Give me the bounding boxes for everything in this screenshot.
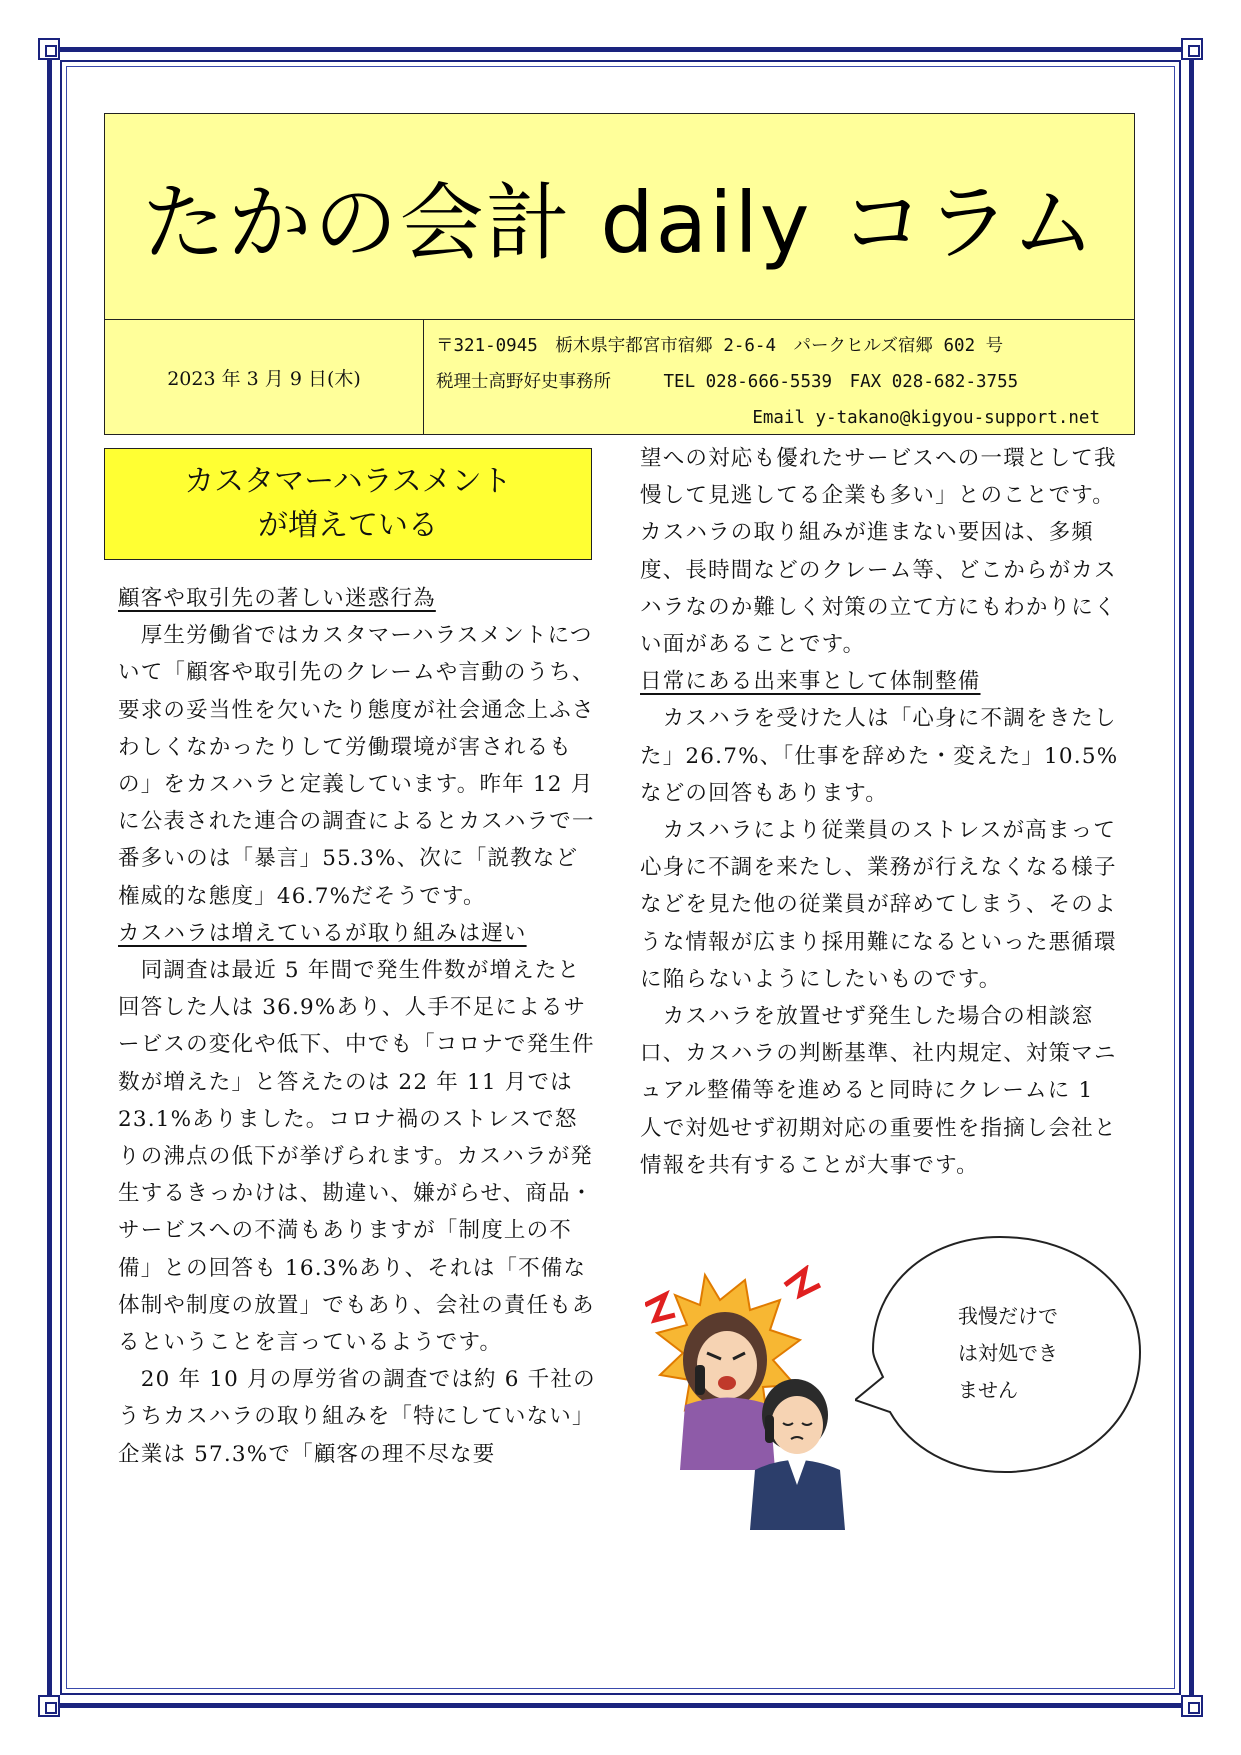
corner-ornament-icon: [1181, 38, 1203, 60]
headline-line-2: が増えている: [258, 508, 438, 543]
title-area: [105, 114, 1134, 320]
issue-date: 2023 年 3 月 9 日(木): [105, 320, 424, 435]
article-paragraph: 20 年 10 月の厚労省の調査では約 6 千社のうちカスハラの取り組みを「特にしていない」企業は 57.3%で「顧客の理不尽な要: [118, 1367, 596, 1467]
info-row: [105, 320, 1134, 435]
anger-mark-icon: [645, 1295, 675, 1320]
article-paragraph: 同調査は最近 5 年間で発生件数が増えたと回答した人は 36.9%あり、人手不足によるサービスの変化や低下、中でも「コロナで発生件数が増えた」と答えたのは 22 年 11 月では 23.1%ありました。コロナ禍のストレスで怒りの沸点の低下が挙げられます。カスハラが発生するきっかけは、勘違い、嫌がらせ、商品・サービスへの不満もありますが「制度上の不備」との回答も 16.3%あり、それは「不備な体制や制度の放置」でもあり、会社の責任もあるということを言っているようです。: [118, 958, 595, 1356]
speech-line: は対処でき: [958, 1341, 1058, 1365]
customer-harassment-illustration: [645, 1265, 870, 1530]
article-paragraph: 望への対応も優れたサービスへの一環として我慢して見逃してる企業も多い」とのことです。カスハラの取り組みが進まない要因は、多頻度、長時間などのクレーム等、どこからがカスハラなのか難しく対策の立て方にもわかりにくい面があることです。: [640, 446, 1117, 658]
article-paragraph: カスハラを受けた人は「心身に不調をきたした」26.7%、「仕事を辞めた・変えた」10.5%などの回答もあります。: [640, 706, 1119, 806]
article-subheading: 顧客や取引先の著しい迷惑行為: [118, 586, 436, 611]
office-phone-fax: 税理士高野好史事務所 TEL 028-666-5539 FAX 028-682-3755: [436, 372, 1019, 392]
anger-mark-icon: [785, 1270, 820, 1295]
article-paragraph: カスハラにより従業員のストレスが高まって心身に不調を来たし、業務が行えなくなる様子などを見た他の従業員が辞めてしまう、そのような情報が広まり採用難になるといった悪循環に陥らないようにしたいものです。: [640, 818, 1117, 992]
contact-block: [424, 320, 1134, 435]
corner-ornament-icon: [38, 1695, 60, 1717]
speech-line: ません: [958, 1378, 1018, 1402]
article-column-left: [118, 580, 598, 1473]
corner-ornament-icon: [38, 38, 60, 60]
headline-line-1: カスタマーハラスメント: [184, 464, 512, 499]
article-paragraph: 厚生労働省ではカスタマーハラスメントについて「顧客や取引先のクレームや言動のうち、要求の妥当性を欠いたり態度が社会通念上ふさわしくなかったりして労働環境が害されるもの」をカスハラと定義しています。昨年 12 月に公表された連合の調査によるとカスハラで一番多いのは「暴言」55.3%、次に「説教など権威的な態度」46.7%だそうです。: [118, 623, 595, 909]
masthead: [104, 113, 1135, 435]
office-address: 〒321-0945 栃木県宇都宮市宿郷 2-6-4 パークヒルズ宿郷 602 号: [436, 336, 1004, 356]
corner-ornament-icon: [1181, 1695, 1203, 1717]
article-headline: [104, 448, 592, 560]
article-paragraph: カスハラを放置せず発生した場合の相談窓口、カスハラの判断基準、社内規定、対策マニュアル整備等を進めると同時にクレームに 1 人で対処せず初期対応の重要性を指摘し会社と情報を共有することが大事です。: [640, 1004, 1117, 1178]
speech-bubble-text: [958, 1298, 1078, 1409]
article-subheading: カスハラは増えているが取り組みは遅い: [118, 920, 527, 946]
newsletter-title: たかの会計 daily コラム: [141, 174, 1098, 272]
article-column-right: [640, 440, 1122, 1184]
article-subheading: 日常にある出来事として体制整備: [640, 669, 981, 695]
speech-line: 我慢だけで: [958, 1304, 1058, 1328]
office-email: Email y-takano@kigyou-support.net: [752, 408, 1100, 428]
